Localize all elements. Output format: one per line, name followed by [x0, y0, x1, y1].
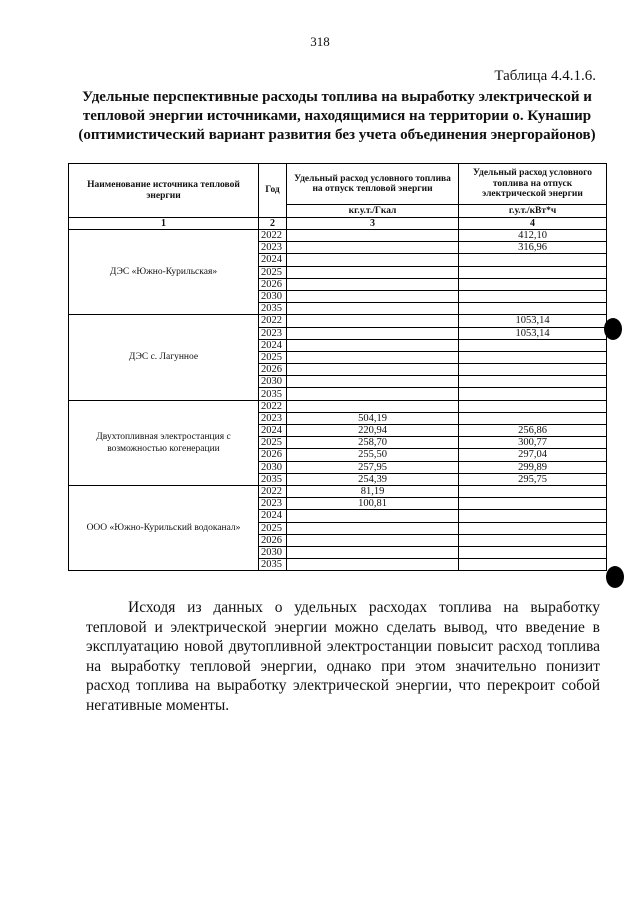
elec-value [459, 534, 607, 546]
year-cell: 2023 [259, 242, 287, 254]
elec-value [459, 290, 607, 302]
table-label: Таблица 4.4.1.6. [494, 68, 596, 84]
elec-value: 295,75 [459, 473, 607, 485]
elec-value: 1053,14 [459, 315, 607, 327]
punch-hole [606, 566, 624, 588]
elec-value [459, 278, 607, 290]
elec-value: 256,86 [459, 425, 607, 437]
elec-value [459, 498, 607, 510]
year-cell: 2030 [259, 546, 287, 558]
heat-value [287, 327, 459, 339]
heat-value [287, 388, 459, 400]
table-row [69, 485, 607, 497]
elec-value [459, 303, 607, 315]
col-number: 2 [259, 218, 287, 230]
year-cell: 2024 [259, 425, 287, 437]
elec-value [459, 388, 607, 400]
heat-value [287, 278, 459, 290]
table-row [69, 400, 607, 412]
heat-value [287, 546, 459, 558]
year-cell: 2035 [259, 559, 287, 571]
year-cell: 2024 [259, 339, 287, 351]
conclusion-paragraph: Исходя из данных о удельных расходах топлива на выработку тепловой и электрической энергии можно сделать вывод, что введение в эксплуатацию новой двутопливной электростанции повысит расход топлива на выработку тепловой энергии, однако при этом значительно понизит расход топлива на выработку электрической энергии, что перекроит собой негативные моменты. [86, 599, 600, 714]
heat-value [287, 510, 459, 522]
heat-value [287, 290, 459, 302]
year-cell: 2030 [259, 461, 287, 473]
source-name: ДЭС «Южно-Курильская» [69, 230, 259, 315]
col-number: 4 [459, 218, 607, 230]
year-cell: 2025 [259, 522, 287, 534]
year-cell: 2035 [259, 303, 287, 315]
elec-value [459, 510, 607, 522]
heat-value: 258,70 [287, 437, 459, 449]
table-row [69, 315, 607, 327]
header-source: Наименование источника тепловой энергии [69, 164, 259, 218]
header-heat-unit: кг.у.т./Гкал [287, 205, 459, 218]
elec-value [459, 351, 607, 363]
heat-value [287, 315, 459, 327]
elec-value [459, 254, 607, 266]
year-cell: 2026 [259, 364, 287, 376]
year-cell: 2025 [259, 266, 287, 278]
heat-value [287, 400, 459, 412]
heat-value [287, 351, 459, 363]
source-name: ООО «Южно-Курильский водоканал» [69, 485, 259, 570]
year-cell: 2022 [259, 315, 287, 327]
year-cell: 2024 [259, 510, 287, 522]
heat-value: 257,95 [287, 461, 459, 473]
elec-value [459, 339, 607, 351]
elec-value [459, 364, 607, 376]
year-cell: 2030 [259, 290, 287, 302]
elec-value [459, 559, 607, 571]
source-name: ДЭС с. Лагунное [69, 315, 259, 400]
heat-value [287, 534, 459, 546]
elec-value [459, 266, 607, 278]
year-cell: 2035 [259, 388, 287, 400]
year-cell: 2023 [259, 327, 287, 339]
heat-value: 100,81 [287, 498, 459, 510]
col-number: 1 [69, 218, 259, 230]
header-elec-unit: г.у.т./кВт*ч [459, 205, 607, 218]
elec-value [459, 376, 607, 388]
year-cell: 2022 [259, 400, 287, 412]
heat-value [287, 339, 459, 351]
heat-value [287, 266, 459, 278]
page-number: 318 [310, 34, 330, 49]
heat-value: 254,39 [287, 473, 459, 485]
heat-value [287, 376, 459, 388]
year-cell: 2023 [259, 412, 287, 424]
year-cell: 2026 [259, 449, 287, 461]
year-cell: 2024 [259, 254, 287, 266]
col-number: 3 [287, 218, 459, 230]
header-year: Год [259, 164, 287, 218]
heat-value [287, 522, 459, 534]
heat-value [287, 364, 459, 376]
elec-value: 300,77 [459, 437, 607, 449]
table-row [69, 230, 607, 242]
heat-value: 81,19 [287, 485, 459, 497]
elec-value [459, 412, 607, 424]
elec-value: 297,04 [459, 449, 607, 461]
year-cell: 2026 [259, 534, 287, 546]
year-cell: 2035 [259, 473, 287, 485]
year-cell: 2030 [259, 376, 287, 388]
heat-value: 220,94 [287, 425, 459, 437]
header-heat: Удельный расход условного топлива на отпуск тепловой энергии [287, 164, 459, 205]
punch-hole [604, 318, 622, 340]
heat-value [287, 303, 459, 315]
elec-value: 412,10 [459, 230, 607, 242]
heat-value: 504,19 [287, 412, 459, 424]
elec-value: 316,96 [459, 242, 607, 254]
fuel-consumption-table [68, 163, 607, 571]
elec-value [459, 546, 607, 558]
heat-value [287, 254, 459, 266]
elec-value [459, 485, 607, 497]
heat-value [287, 230, 459, 242]
year-cell: 2022 [259, 485, 287, 497]
year-cell: 2025 [259, 351, 287, 363]
heat-value [287, 242, 459, 254]
table-title: Удельные перспективные расходы топлива на выработку электрической и тепловой энергии источниками, находящимися на территории о. Кунашир (оптимистический вариант развития без учета объединения энергорайонов) [78, 89, 596, 143]
elec-value: 299,89 [459, 461, 607, 473]
year-cell: 2023 [259, 498, 287, 510]
year-cell: 2025 [259, 437, 287, 449]
year-cell: 2022 [259, 230, 287, 242]
elec-value [459, 400, 607, 412]
header-elec: Удельный расход условного топлива на отпуск электрической энергии [459, 164, 607, 205]
elec-value [459, 522, 607, 534]
elec-value: 1053,14 [459, 327, 607, 339]
heat-value: 255,50 [287, 449, 459, 461]
source-name: Двухтопливная электростанция с возможностью когенерации [69, 400, 259, 485]
heat-value [287, 559, 459, 571]
year-cell: 2026 [259, 278, 287, 290]
